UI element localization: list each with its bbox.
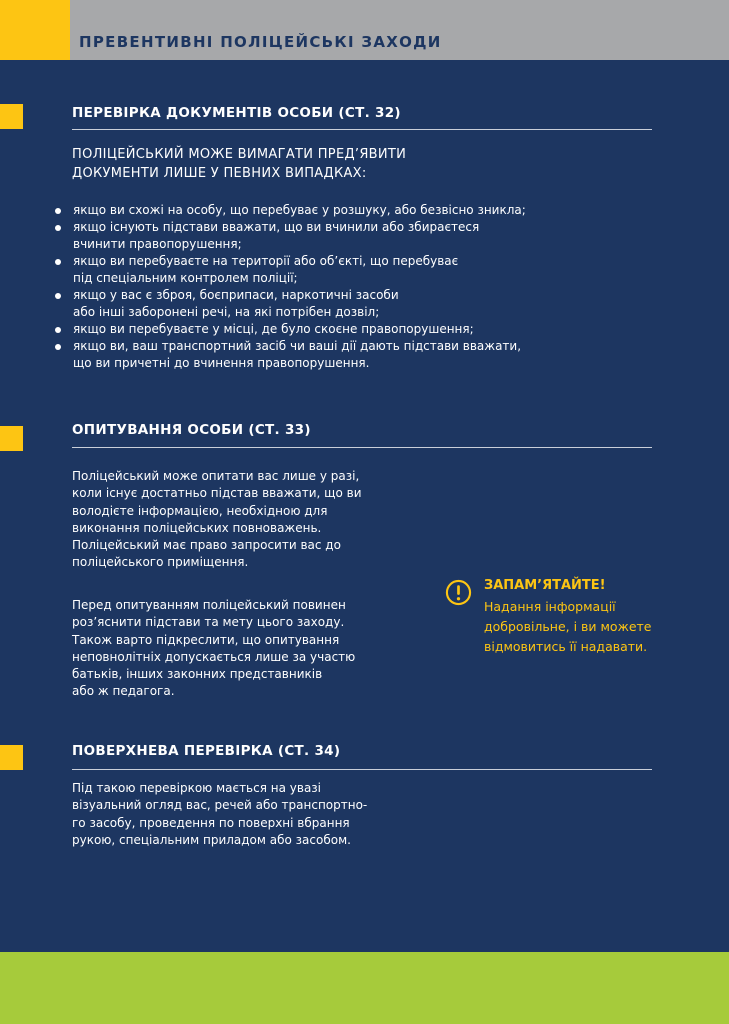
questioning-paragraph-1: Поліцейський може опитати вас лише у разі, коли існує достатньо підстав вважати, що ви володієте інформацією, необхідною для виконання поліцейських повноважень. Поліцейський має право запросити вас до поліцейського приміщення. [72,469,362,570]
bullet-dot [55,259,61,265]
page-title: ПРЕВЕНТИВНІ ПОЛІЦЕЙСЬКІ ЗАХОДИ [79,33,442,51]
section-divider-1 [72,129,652,130]
list-item: якщо ви перебуваєте у місці, де було скоєне правопорушення; [55,321,526,338]
bullet-dot [55,225,61,231]
list-item: якщо існують підстави вважати, що ви вчинили або збираєтеся вчинити правопорушення; [55,219,526,253]
section-divider-2 [72,447,652,448]
intro-line: ДОКУМЕНТИ ЛИШЕ У ПЕВНИХ ВИПАДКАХ: [72,166,367,181]
notice-title: ЗАПАМ’ЯТАЙТЕ! [484,578,606,593]
notice-text: Надання інформації добровільне, і ви можете відмовитись її надавати. [484,599,652,654]
bullet-dot [55,293,61,299]
section-title-surface-check: ПОВЕРХНЕВА ПЕРЕВІРКА (СТ. 34) [72,743,341,759]
surface-check-paragraph: Під такою перевіркою мається на увазі візуальний огляд вас, речей або транспортно- го засобу, проведення по поверхні вбрання рукою, спеціальним приладом або засобом. [72,781,368,847]
footer-bar [0,952,729,1024]
header-accent [0,0,70,60]
section-divider-3 [72,769,652,770]
section-marker-2 [0,426,23,451]
list-item: якщо ви, ваш транспортний засіб чи ваші дії дають підстави вважати, що ви причетні до вчинення правопорушення. [55,338,526,372]
header-bar [0,0,729,60]
bullet-dot [55,208,61,214]
section-title-questioning: ОПИТУВАННЯ ОСОБИ (СТ. 33) [72,422,311,438]
section-title-documents: ПЕРЕВІРКА ДОКУМЕНТІВ ОСОБИ (СТ. 32) [72,105,401,121]
bullet-dot [55,344,61,350]
list-item: якщо ви перебуваєте на території або об’єкті, що перебуває під спеціальним контролем поліції; [55,253,526,287]
section-marker-1 [0,104,23,129]
bullet-dot [55,327,61,333]
section-intro-documents [72,145,406,183]
list-item: якщо ви схожі на особу, що перебуває у розшуку, або безвісно зникла; [55,202,526,219]
intro-line: ПОЛІЦЕЙСЬКИЙ МОЖЕ ВИМАГАТИ ПРЕД’ЯВИТИ [72,147,407,162]
exclamation-circle-icon [445,579,472,606]
questioning-paragraph-2: Перед опитуванням поліцейський повинен роз’яснити підстави та мету цього заходу. Також варто підкреслити, що опитування неповнолітніх допускається лише за участю батьків, інших законних представників або ж педагога. [72,598,356,699]
list-item: якщо у вас є зброя, боєприпаси, наркотичні засоби або інші заборонені речі, на які потрібен дозвіл; [55,287,526,321]
bullet-list-documents [55,202,526,372]
section-marker-3 [0,745,23,770]
